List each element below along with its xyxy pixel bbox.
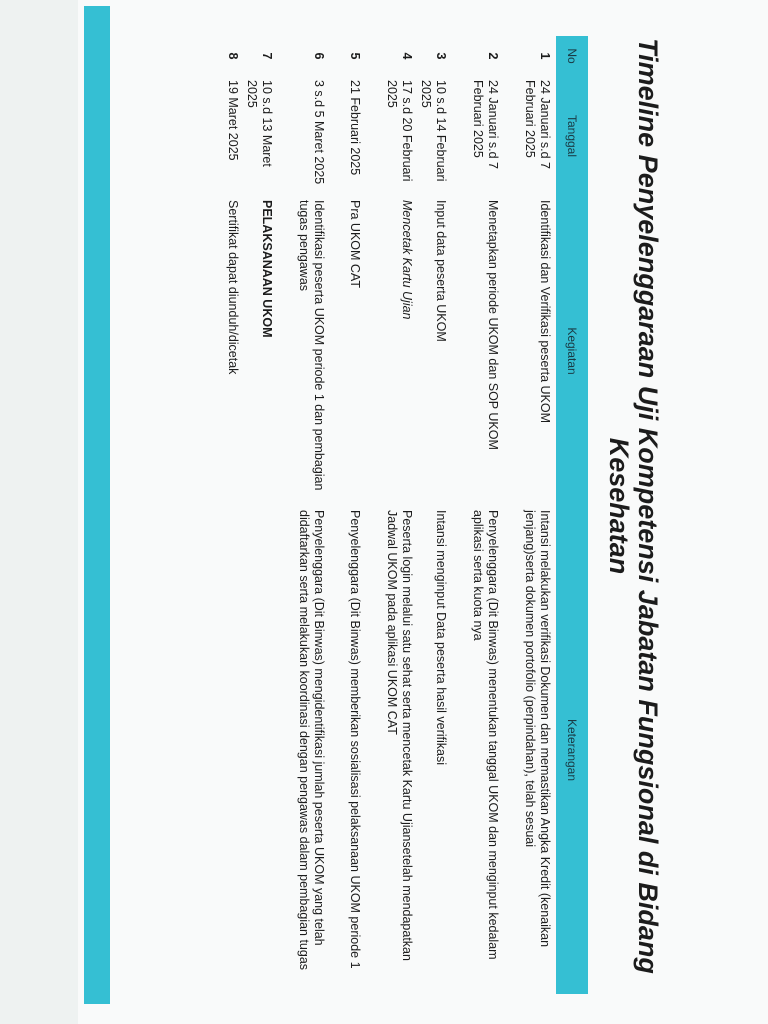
row-no: 3 bbox=[434, 52, 448, 60]
row-kegiatan: Mencetak Kartu Ujian bbox=[400, 200, 414, 320]
row-no: 4 bbox=[400, 52, 414, 60]
row-tanggal: 3 s.d 5 Maret 2025 bbox=[312, 80, 326, 185]
row-keterangan: Penyelenggara (Dit Binwas) memberikan sosialisasi pelaksanaan UKOM periode 1 bbox=[348, 510, 362, 969]
header-keterangan: Keterangan bbox=[556, 506, 588, 994]
row-tanggal: 10 s.d 14 Februari 2025 bbox=[419, 80, 448, 182]
row-tanggal: 21 Februari 2025 bbox=[348, 80, 362, 176]
row-no: 5 bbox=[348, 52, 362, 60]
row-keterangan: Peserta login melalui satu sehat serta mencetak Kartu Ujiansetelah mendapatkan Jadwal UKOM pada aplikasi UKOM CAT bbox=[385, 510, 414, 961]
table-row bbox=[504, 36, 556, 994]
header-no: No bbox=[556, 36, 588, 76]
header-tanggal: Tanggal bbox=[556, 76, 588, 196]
row-keterangan: Intansi menginput Data peserta hasil verifikasi bbox=[434, 510, 448, 765]
row-kegiatan: Pra UKOM CAT bbox=[348, 200, 362, 288]
table-row bbox=[214, 36, 244, 994]
row-no: 6 bbox=[312, 52, 326, 60]
row-no: 1 bbox=[538, 52, 552, 60]
timeline-table bbox=[214, 36, 588, 994]
header-kegiatan: Kegiatan bbox=[556, 196, 588, 506]
table-row bbox=[278, 36, 330, 994]
row-no: 8 bbox=[226, 52, 240, 60]
table-row bbox=[366, 36, 418, 994]
table-row bbox=[244, 36, 278, 994]
row-keterangan bbox=[244, 506, 278, 994]
row-keterangan: Penyelenggara (Dit Binwas) mengidentifikasi jumlah peserta UKOM yang telah didaftarkan serta melakukan koordinasi dengan pengawas dalam pembagian tugas bbox=[297, 510, 326, 971]
row-tanggal: 10 s.d 13 Maret 2025 bbox=[245, 80, 274, 167]
row-tanggal: 19 Maret 2025 bbox=[226, 80, 240, 161]
table-row bbox=[330, 36, 366, 994]
row-keterangan bbox=[214, 506, 244, 994]
row-kegiatan: Menetapkan periode UKOM dan SOP UKOM bbox=[486, 200, 500, 450]
page-title: Timeline Penyelenggaraan Uji Kompetensi Jabatan Fungsional di Bidang Kesehatan bbox=[604, 38, 663, 974]
row-keterangan: Penyelenggara (Dit Binwas) menentukan tanggal UKOM dan menginput kedalam aplikasi serta kuota nya bbox=[471, 510, 500, 960]
table-row bbox=[418, 36, 452, 994]
row-kegiatan: Identifikasi dan Verifikasi peserta UKOM bbox=[538, 200, 552, 424]
row-kegiatan: Identifikasi peserta UKOM periode 1 dan pembagian tugas pengawas bbox=[297, 200, 326, 491]
row-keterangan: Intansi melakukan verifikasi Dokumen dan memastikan Angka Kredit (kenaikan jenjang)serta dokumen portofolio (perpindahan), telah sesuai bbox=[523, 510, 552, 948]
table-header-row bbox=[556, 36, 588, 994]
row-no: 7 bbox=[260, 52, 274, 60]
row-no: 2 bbox=[486, 52, 500, 60]
row-tanggal: 24 Januari s.d 7 Februari 2025 bbox=[471, 80, 500, 169]
table-row bbox=[452, 36, 504, 994]
row-tanggal: 17 s.d 20 Februari 2025 bbox=[385, 80, 414, 182]
row-kegiatan: PELAKSANAAN UKOM bbox=[260, 200, 274, 338]
row-kegiatan: Input data peserta UKOM bbox=[434, 200, 448, 342]
row-kegiatan: Sertifikat dapat diunduh/dicetak bbox=[226, 200, 240, 375]
timeline-document bbox=[84, 6, 666, 1006]
row-tanggal: 24 Januari s.d 7 Februari 2025 bbox=[523, 80, 552, 169]
